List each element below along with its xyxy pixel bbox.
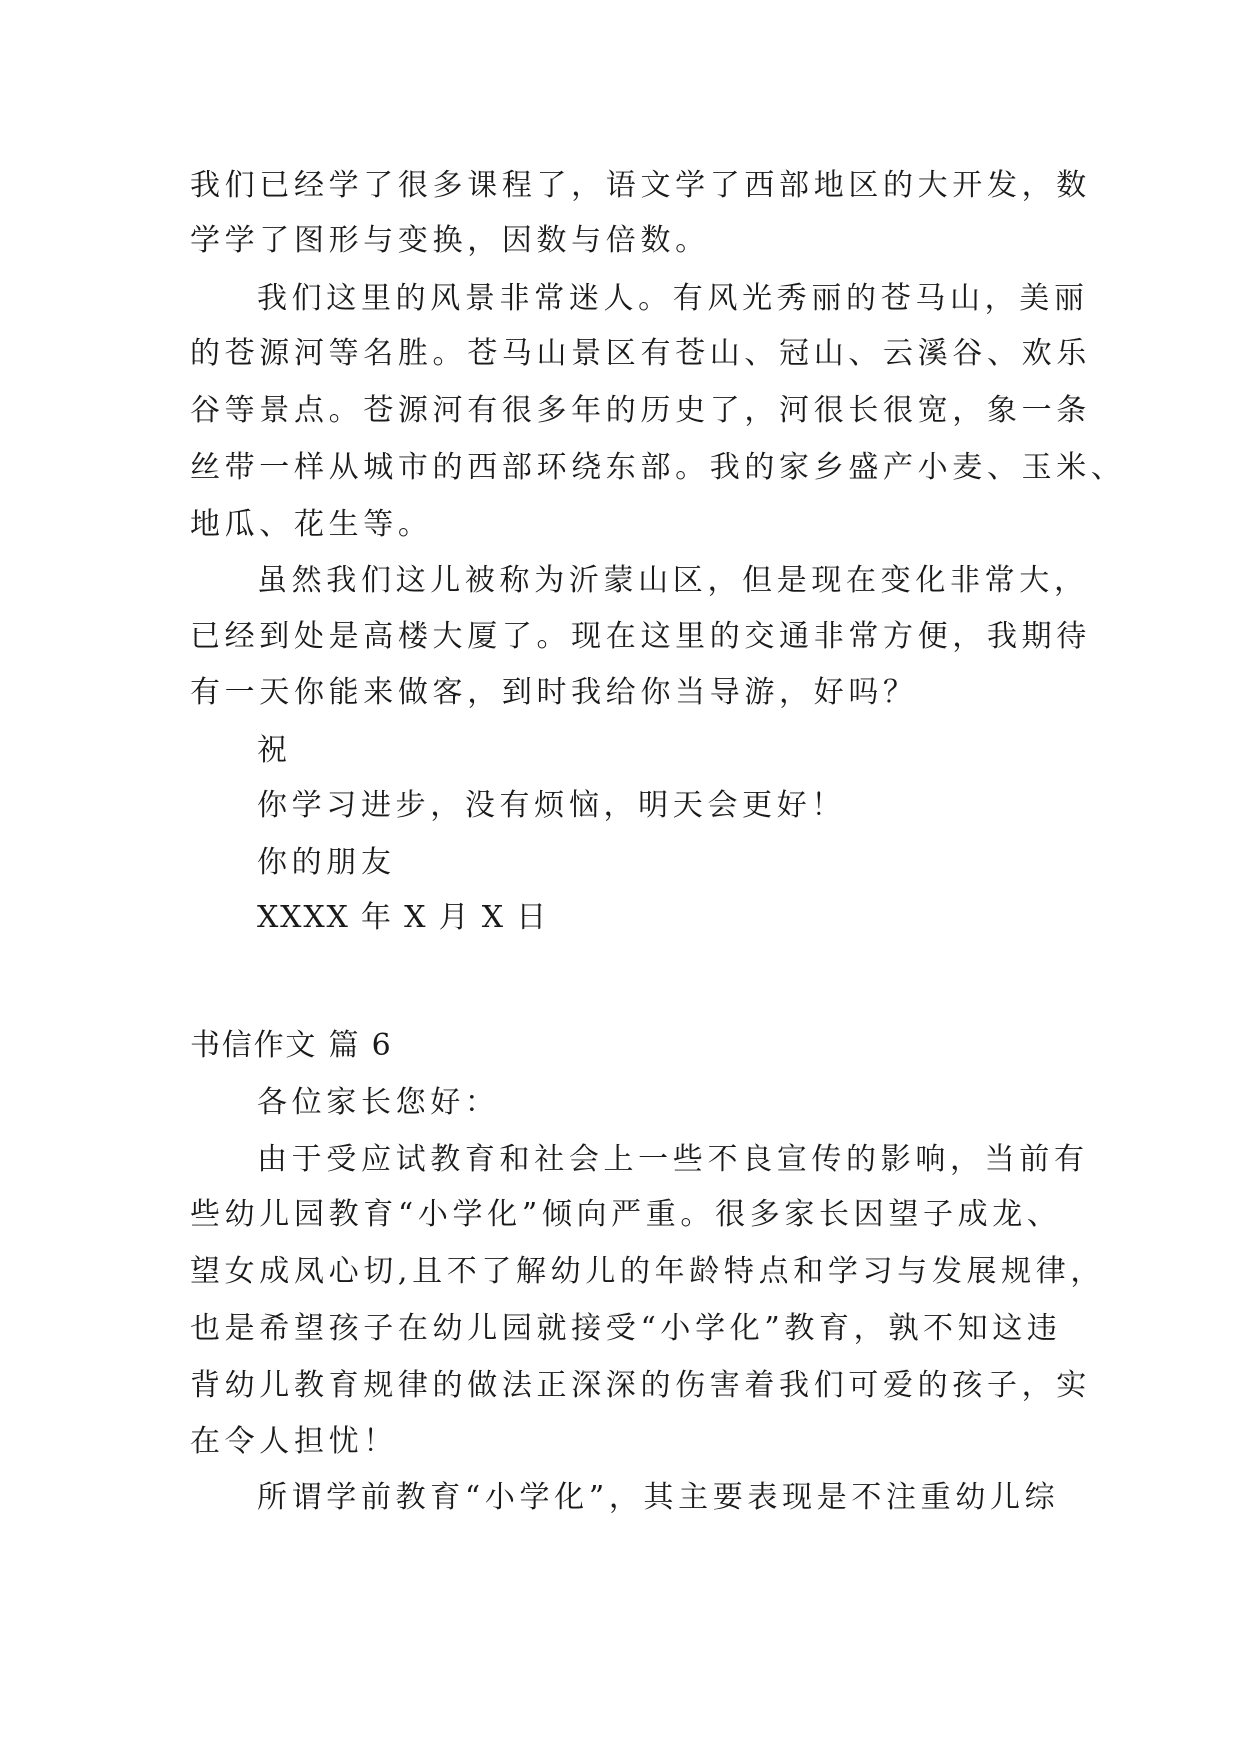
text-line: 些幼儿园教育“小学化”倾向严重。很多家长因望子成龙、 bbox=[190, 1197, 1062, 1232]
text-line: 我们这里的风景非常迷人。有风光秀丽的苍马山，美丽 bbox=[257, 281, 1089, 316]
text-line: 祝 bbox=[257, 733, 292, 768]
section-heading: 书信作文 篇 6 bbox=[190, 1028, 393, 1063]
text-line: 虽然我们这儿被称为沂蒙山区，但是现在变化非常大， bbox=[257, 563, 1089, 598]
text-line: 各位家长您好： bbox=[257, 1085, 500, 1120]
text-line: 望女成凤心切,且不了解幼儿的年龄特点和学习与发展规律， bbox=[190, 1254, 1106, 1289]
text-line: 丝带一样从城市的西部环绕东部。我的家乡盛产小麦、玉米、 bbox=[190, 450, 1126, 485]
text-line: 你学习进步，没有烦恼，明天会更好！ bbox=[257, 788, 847, 823]
text-line: 你的朋友 bbox=[257, 845, 396, 880]
text-line: 背幼儿教育规律的做法正深深的伤害着我们可爱的孩子，实 bbox=[190, 1368, 1091, 1403]
text-line: 谷等景点。苍源河有很多年的历史了，河很长很宽，象一条 bbox=[190, 393, 1091, 428]
text-line: 有一天你能来做客，到时我给你当导游，好吗？ bbox=[190, 675, 918, 710]
text-line: 我们已经学了很多课程了，语文学了西部地区的大开发，数 bbox=[190, 168, 1091, 203]
text-line: 已经到处是高楼大厦了。现在这里的交通非常方便，我期待 bbox=[190, 619, 1091, 654]
text-line: 所谓学前教育“小学化”，其主要表现是不注重幼儿综 bbox=[257, 1480, 1060, 1515]
text-line: XXXX 年 X 月 X 日 bbox=[257, 900, 549, 935]
text-line: 在令人担忧！ bbox=[190, 1424, 398, 1459]
text-line: 学学了图形与变换，因数与倍数。 bbox=[190, 223, 710, 258]
text-line: 地瓜、花生等。 bbox=[190, 507, 433, 542]
text-line: 也是希望孩子在幼儿园就接受“小学化”教育，孰不知这违 bbox=[190, 1311, 1062, 1346]
text-line: 的苍源河等名胜。苍马山景区有苍山、冠山、云溪谷、欢乐 bbox=[190, 336, 1091, 371]
text-line: 由于受应试教育和社会上一些不良宣传的影响，当前有 bbox=[257, 1142, 1089, 1177]
